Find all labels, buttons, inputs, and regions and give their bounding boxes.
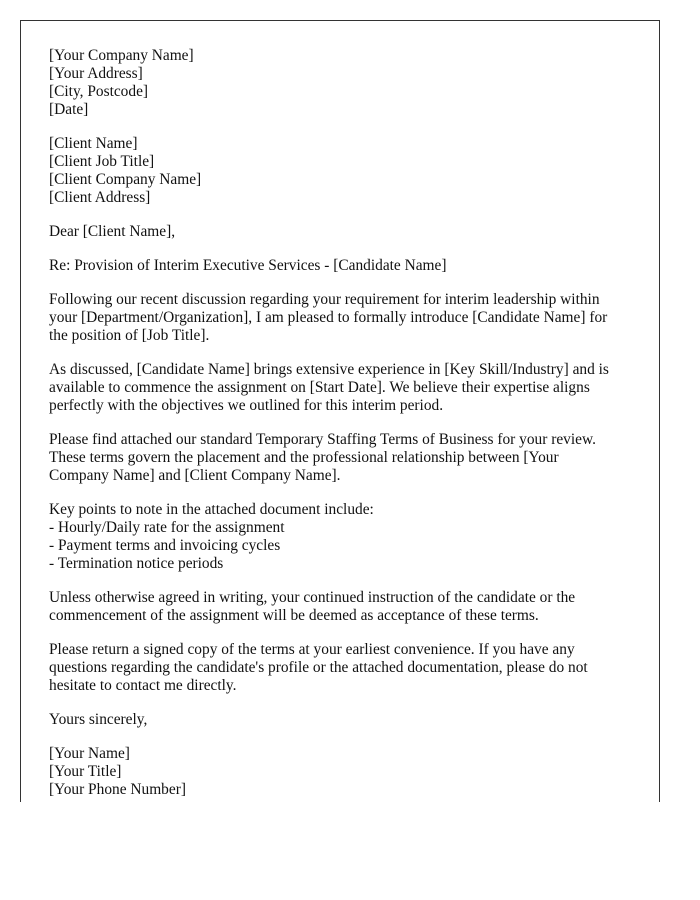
- paragraph-line: Please return a signed copy of the terms at your earliest convenience. If you have any: [49, 641, 575, 658]
- letter-body: [49, 47, 639, 802]
- client-job-title: [Client Job Title]: [49, 153, 155, 170]
- key-point-item: - Termination notice periods: [49, 555, 224, 572]
- terms-paragraph: [49, 431, 639, 485]
- client-company-name: [Client Company Name]: [49, 171, 202, 188]
- experience-paragraph: [49, 361, 639, 415]
- sender-company-name: [Your Company Name]: [49, 47, 194, 64]
- paragraph-line: Unless otherwise agreed in writing, your continued instruction of the candidate or the: [49, 589, 576, 606]
- key-points-list: [49, 501, 639, 573]
- signer-name: [Your Name]: [49, 745, 130, 762]
- paragraph-line: Please find attached our standard Temporary Staffing Terms of Business for your review.: [49, 431, 596, 448]
- key-points-intro: Key points to note in the attached document include:: [49, 501, 374, 518]
- intro-paragraph: [49, 291, 639, 345]
- sender-address-block: [49, 47, 639, 119]
- paragraph-line: Following our recent discussion regarding your requirement for interim leadership within: [49, 291, 600, 308]
- key-point-item: - Hourly/Daily rate for the assignment: [49, 519, 285, 536]
- signer-phone: [Your Phone Number]: [49, 781, 186, 798]
- letter-page: [20, 20, 660, 802]
- recipient-address-block: [49, 135, 639, 207]
- paragraph-line: perfectly with the objectives we outlined for this interim period.: [49, 397, 444, 414]
- paragraph-line: available to commence the assignment on [Start Date]. We believe their expertise aligns: [49, 379, 590, 396]
- paragraph-line: your [Department/Organization], I am pleased to formally introduce [Candidate Name] for: [49, 309, 608, 326]
- return-request-paragraph: [49, 641, 639, 695]
- salutation: Dear [Client Name],: [49, 223, 176, 240]
- paragraph-line: the position of [Job Title].: [49, 327, 210, 344]
- paragraph-line: hesitate to contact me directly.: [49, 677, 237, 694]
- client-name: [Client Name]: [49, 135, 138, 152]
- signer-title: [Your Title]: [49, 763, 122, 780]
- subject-line: Re: Provision of Interim Executive Services - [Candidate Name]: [49, 257, 447, 274]
- paragraph-line: commencement of the assignment will be deemed as acceptance of these terms.: [49, 607, 539, 624]
- signoff: Yours sincerely,: [49, 711, 148, 728]
- sender-address: [Your Address]: [49, 65, 143, 82]
- paragraph-line: questions regarding the candidate's profile or the attached documentation, please do not: [49, 659, 588, 676]
- paragraph-line: As discussed, [Candidate Name] brings extensive experience in [Key Skill/Industry] and is: [49, 361, 609, 378]
- paragraph-line: Company Name] and [Client Company Name].: [49, 467, 341, 484]
- sender-city-postcode: [City, Postcode]: [49, 83, 149, 100]
- signature-block: [49, 745, 639, 799]
- acceptance-paragraph: [49, 589, 639, 625]
- paragraph-line: These terms govern the placement and the professional relationship between [Your: [49, 449, 559, 466]
- letter-date: [Date]: [49, 101, 89, 118]
- client-address: [Client Address]: [49, 189, 151, 206]
- key-point-item: - Payment terms and invoicing cycles: [49, 537, 281, 554]
